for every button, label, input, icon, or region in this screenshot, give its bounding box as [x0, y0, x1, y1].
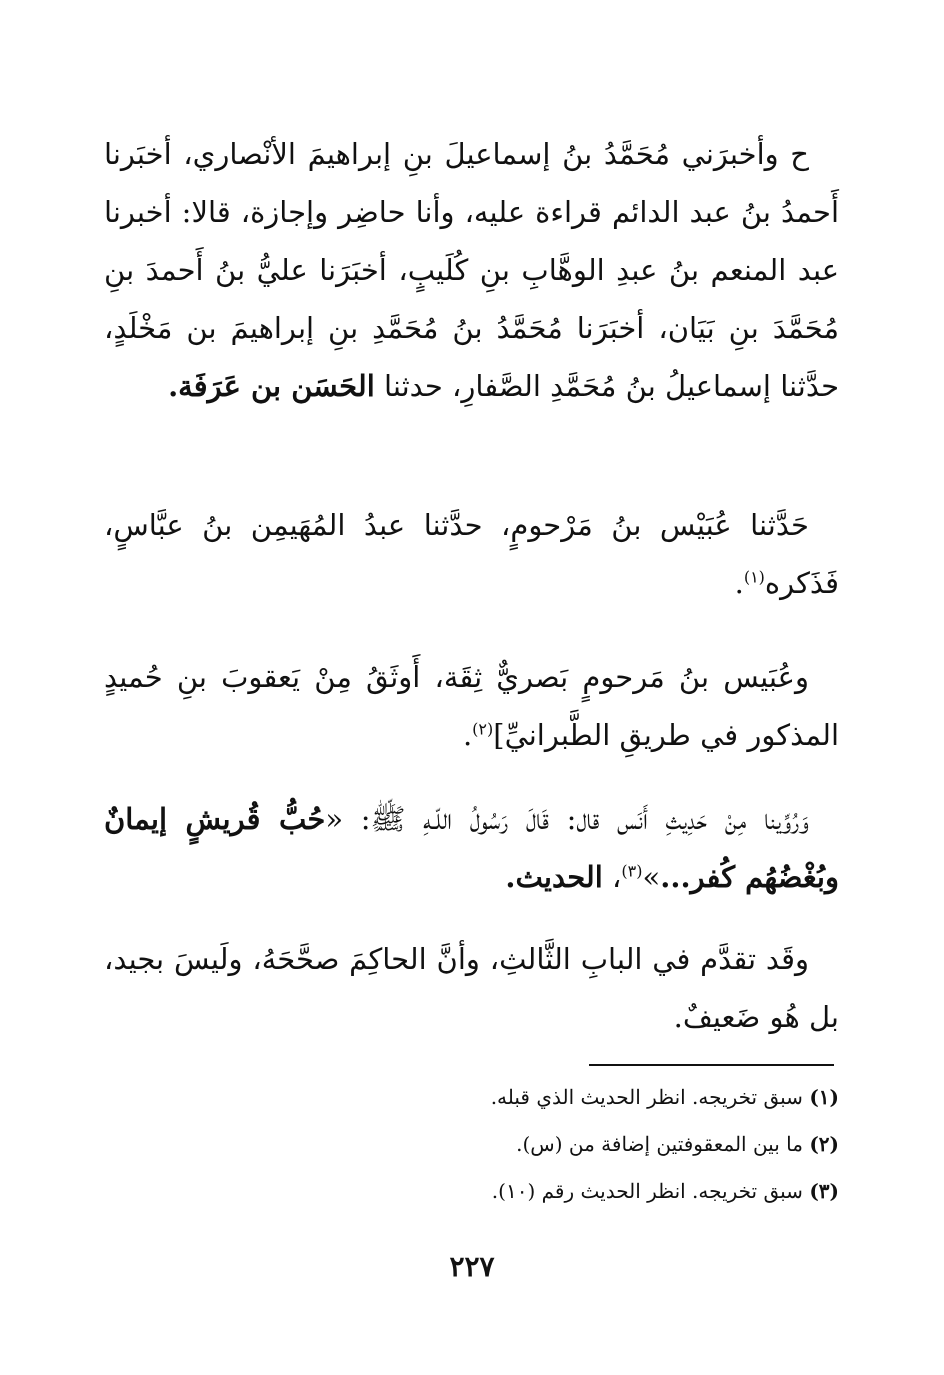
- paragraph-hadith: [104, 790, 839, 906]
- footnote-ref: (٢): [472, 719, 494, 739]
- footnote-number: (٣): [809, 1179, 839, 1203]
- footnote-text: ما بين المعقوفتين إضافة من (س).: [516, 1132, 803, 1156]
- footnote-1: [104, 1083, 839, 1111]
- paragraph-isnad: [104, 125, 839, 415]
- footnote-number: (٢): [809, 1132, 839, 1156]
- footnote-text: سبق تخريجه. انظر الحديث رقم (١٠).: [491, 1179, 803, 1203]
- footnote-number: (١): [809, 1085, 839, 1109]
- paragraph-grading: [104, 930, 839, 1046]
- narrator-name: الحَسَن بن عَرَفَة.: [168, 369, 375, 403]
- hadith-label: الحديث.: [505, 860, 603, 894]
- paragraph-text: حَدَّثنا عُبَيْس بنُ مَرْحومٍ، حدَّثنا عبدُ المُهَيمِن بنُ عبَّاسٍ، فَذَكره: [104, 508, 839, 600]
- paragraph-period: .: [734, 566, 744, 600]
- paragraph-period: .: [462, 718, 473, 752]
- footnote-3: [104, 1177, 839, 1205]
- paragraph-text: وقَد تقدَّم في البابِ الثَّالثِ، وأنَّ الحاكِمَ صحَّحَهُ، ولَيسَ بجيد، بل هُو ضَعيفٌ.: [104, 942, 839, 1034]
- footnote-divider: [589, 1064, 834, 1066]
- hadith-quote: حُبُّ قُريشٍ إيمانٌ وبُغْضُهُم كُفر...: [104, 802, 839, 894]
- footnote-ref: (١): [743, 567, 765, 587]
- separator: ،: [602, 860, 622, 894]
- paragraph-chain: [104, 496, 839, 612]
- footnote-2: [104, 1130, 839, 1158]
- page-number: ٢٢٧: [449, 1250, 495, 1283]
- paragraph-text: وَرُوِّينا مِنْ حَدِيثِ أَنَس قال: قَالَ رَسُولُ اللّـهِ ﷺ: «: [325, 802, 809, 836]
- quote-close: »: [642, 860, 661, 894]
- footnote-ref: (٣): [621, 861, 643, 881]
- paragraph-text: وعُبَيس بنُ مَرحومٍ بَصريٌّ ثِقَة، أَوثَقُ مِنْ يَعقوبَ بنِ حُميدٍ المذكور في طريقِ الطَّبرانيِّ]: [104, 660, 839, 752]
- paragraph-text: ح وأخبرَني مُحَمَّدُ بنُ إسماعيلَ بنِ إبراهيمَ الأنْصاري، أخبَرنا أَحمدُ بنُ عبد الدائم قراءة عليه، وأنا حاضِر وإجازة، قالا: أخبرنا عبد المنعم بنُ عبدِ الوهَّابِ بنِ كُلَيبٍ، أخبَرَنا عليُّ بنُ أَحمدَ بنِ مُحَمَّدَ بنِ بَيَان، أخبَرَنا مُحَمَّدُ بنُ مُحَمَّدِ بنِ إبراهيمَ بن مَخْلَدٍ، حدَّثنا إسماعيلُ بنُ مُحَمَّدِ الصَّفارِ، حدثنا: [104, 137, 839, 403]
- footnote-text: سبق تخريجه. انظر الحديث الذي قبله.: [490, 1085, 803, 1109]
- paragraph-narrator-note: [104, 648, 839, 764]
